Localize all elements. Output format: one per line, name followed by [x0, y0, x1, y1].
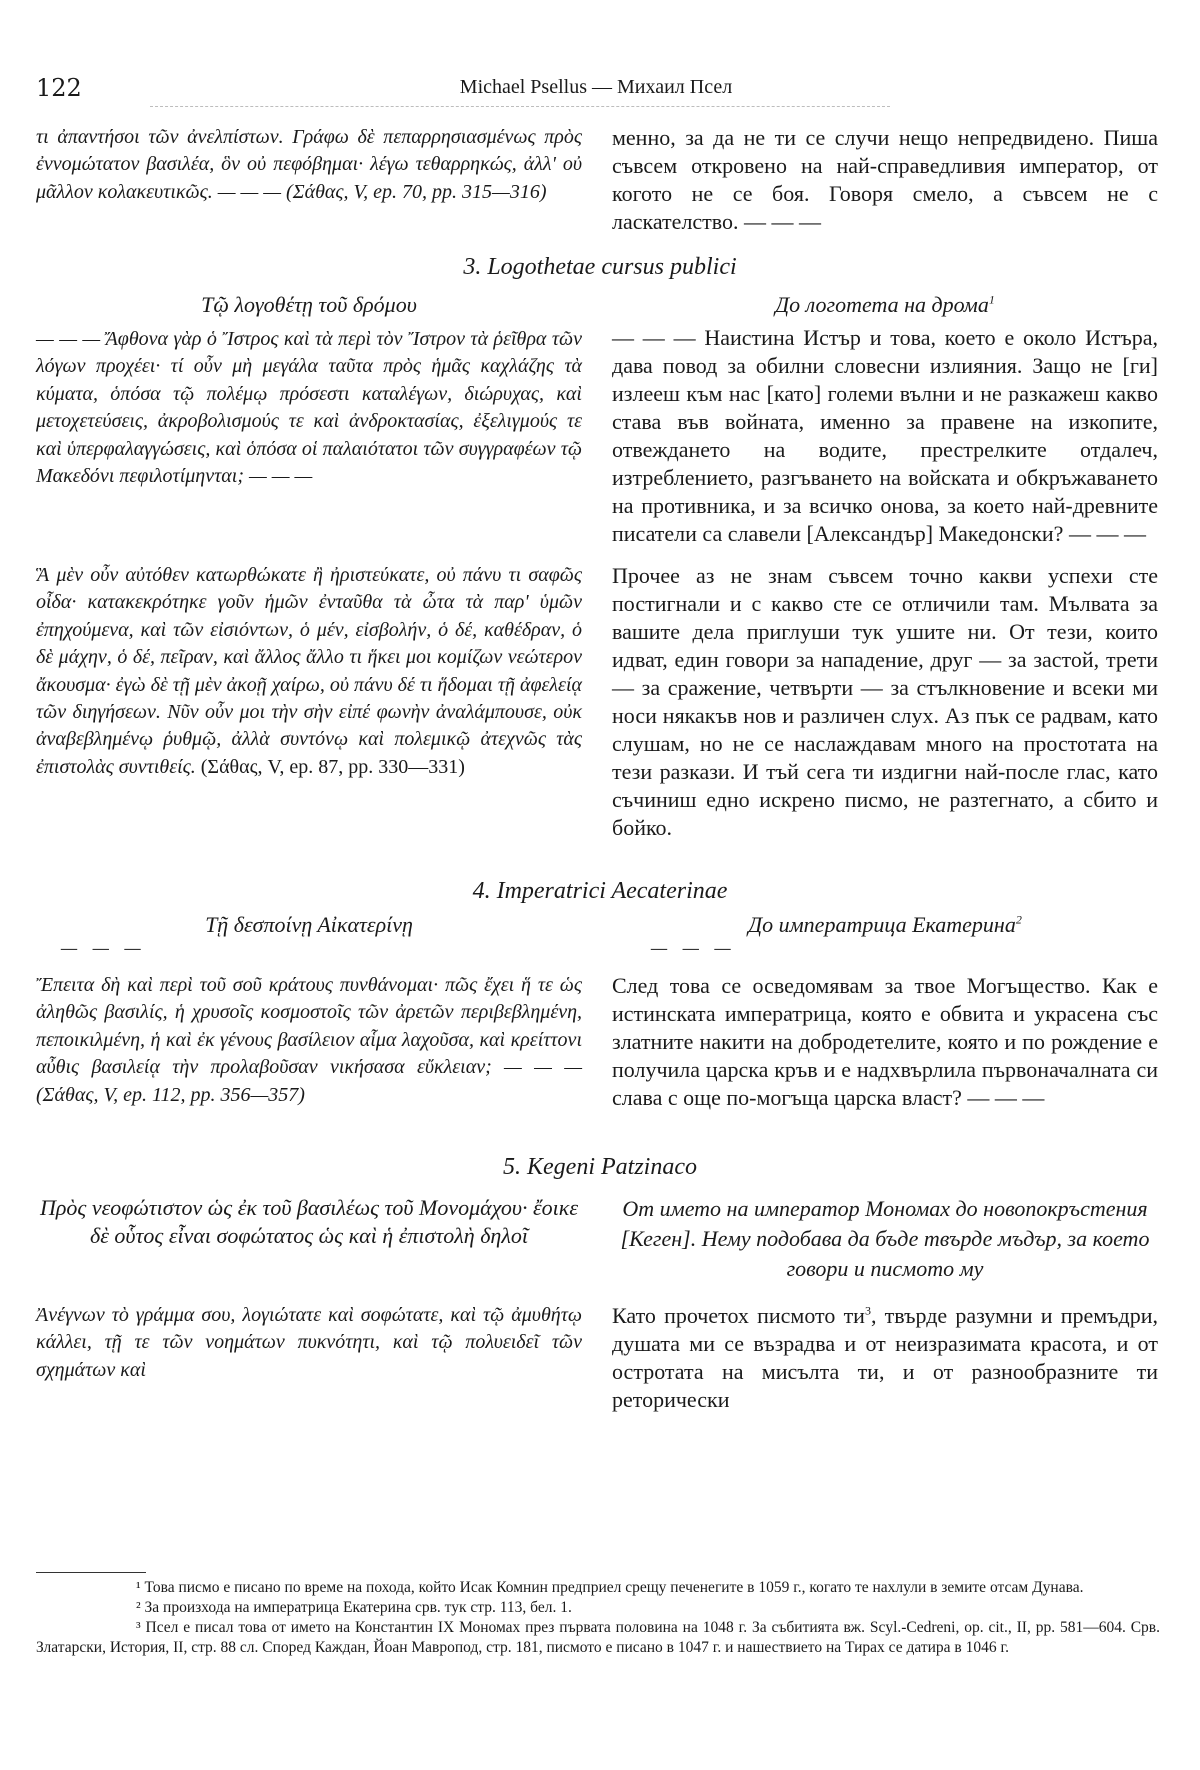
footnote-ref-3: 3	[864, 1303, 871, 1318]
footnote-1: ¹ Това писмо е писано по време на похода, който Исак Комнин предприел срещу печенегите в 1059 г., когато те нахлули в земите отсам Дунава.	[136, 1579, 1084, 1596]
footnote-ref-1: 1	[988, 292, 995, 307]
header-divider	[150, 106, 890, 107]
address-bulgarian-3	[612, 292, 1158, 318]
bulgarian-text-5-rest: , твърде разумни и премъдри, душата ми се възрадва и от неизразимата красота, и от остротата на мисълта ти, и от разнообразните ти реторически	[612, 1303, 1159, 1412]
bulgarian-text-3a: — — — Наистина Истър и това, което е около Истъра, дава повод за обилни словесни излияния. Защо не [ги] излееш към нас [като] големи вълни и не разкажеш какво става във войната, именно за правене на изкопите, отвеждането на водите, престрелките отдалеч, изтреблението, разгъването на войската и обкръжаването на противника, и за всичко онова, за което най-древните писатели са славели [Александър] Македонски? — — —	[612, 325, 1158, 546]
greek-text-5: Ἀνέγνων τὸ γράμμα σου, λογιώτατε καὶ σοφώτατε, καὶ τῷ ἀμυθήτῳ κάλλει, τῇ τε τῶν νοημάτων πυκνότητι, καὶ τῷ πολυειδεῖ τῶν σχημάτων καὶ	[36, 1304, 582, 1381]
section-heading-3: 3. Logothetae cursus publici	[463, 254, 737, 280]
greek-text-3a: — — — Ἄφθονα γὰρ ὁ Ἴστρος καὶ τὰ περὶ τὸν Ἴστρον τὰ ῥεῖθρα τῶν λόγων προχέει· τί οὖν μὴ μεγάλα ταῦτα πρὸς ἡμᾶς καχλάζης τὰ κύματα, ὁπόσα τῷ πολέμῳ πρόσεστι καταλέγων, διώρυχας, καὶ μετοχετεύσεις, ἀκροβολισμούς τε καὶ ἀνδροκτασίας, ἐξελιγμούς τε καὶ ὑπερφαλαγγώσεις, καὶ ὁπόσα οἱ παλαιότατοι τῶν συγγραφέων τῷ Μακεδόνι πεφιλοτίμηνται; — — —	[36, 328, 582, 488]
greek-text-3b-body: Ἃ μὲν οὖν αὐτόθεν κατωρθώκατε ἢ ἠριστεύκατε, οὐ πάνυ τι σαφῶς οἶδα· κατακεκρότηκε γοῦν ἡμῶν ἐνταῦθα τὰ ὦτα τὰ παρ' ὑμῶν ἐπηχούμενα, καὶ τῶν εἰσιόντων, ὁ μέν, εἰσβολήν, ὁ δέ, καθέδραν, ὁ δὲ μάχην, ὁ δέ, πεῖραν, καὶ ἄλλος ἄλλο τι ἥκει μοι κομίζων νεώτερον ἄκουσμα· ἐγὼ δὲ τῇ μὲν ἀκοῇ χαίρω, οὐ πάνυ δέ τι ἥδομαι τῇ ἀφελείᾳ τῶν διηγήσεων. Νῦν οὖν μοι τὴν σὴν εἰπέ φωνὴν ἀναλάμπουσε, οὐκ ἀναβεβλημένῳ ῥυθμῷ, ἀλλὰ συντόνῳ καὶ πολεμικῷ ἀτεχνῶς τὰς ἐπιστολὰς συντιθείς.	[36, 564, 582, 778]
address-greek-3: Τῷ λογοθέτῃ τοῦ δρόμου	[201, 292, 417, 317]
address-bulgarian-4	[612, 912, 1158, 938]
address-greek-4: Τῇ δεσποίνῃ Αἰκατερίνῃ	[205, 912, 413, 937]
footnote-3: ³ Псел е писал това от името на Константин IX Мономах през първата половина на 1048 г. За събитията вж. Scyl.-Cedreni, op. cit., II, pp. 581—604. Срв. Златарски, История, II, стр. 88 сл. Според Каждан, Йоан Мавропод, стр. 181, писмото е писано в 1047 г. и нашествието на Тирах се датира в 1046 г.	[36, 1619, 1160, 1656]
section-heading-5: 5. Kegeni Patzinaco	[503, 1154, 697, 1180]
footnotes	[36, 1578, 1160, 1658]
address-greek-5: Πρὸς νεοφώτιστον ὡς ἐκ τοῦ βασιλέως τοῦ Μονομάχου· ἔοικε δὲ οὗτος εἶναι σοφώτατος ὡς καὶ ἡ ἐπιστολὴ δηλοῖ	[39, 1195, 579, 1248]
running-title: Michael Psellus — Михаил Псел	[459, 76, 733, 98]
greek-text-4: Ἔπειτα δὴ καὶ περὶ τοῦ σοῦ κράτους πυνθάνομαι· πῶς ἔχει ἥ τε ὡς ἀληθῶς βασιλίς, ἡ χρυσοῖς κοσμοστοῖς τῶν ἀρετῶν περιβεβλημένη, πεποικιλμένη, ἡ καὶ ἐκ γένους βασίλειον αἷμα λαχοῦσα, καὶ κρείττονι αὖθις βασιλείᾳ τὴν προλαβοῦσαν νικήσασα εὔκλειαν; — — — (Σάθας, V, ep. 112, pp. 356—357)	[36, 974, 582, 1106]
footnote-divider	[36, 1572, 146, 1573]
page-header	[36, 74, 1156, 108]
greek-text-3b	[36, 562, 582, 781]
address-bulgarian-4-text: До императрица Екатерина	[748, 912, 1016, 937]
footnote-ref-2: 2	[1015, 912, 1022, 927]
bulgarian-text-5	[612, 1302, 1158, 1414]
intro-bulgarian: менно, за да не ти се случи нещо непредвидено. Пиша съвсем откровено на най-справедливия император, от когото не се боя. Говоря смело, а съвсем не с ласкателство. — — —	[612, 125, 1158, 234]
address-bulgarian-3-text: До логотета на дрома	[775, 292, 989, 317]
bulgarian-text-3b: Прочее аз не знам съвсем точно какви успехи сте постигнали и с какво сте се отличили там. Мълвата за вашите дела приглуши тук ушите ни. От тези, които идват, един говори за нападение, друг — за застой, трети — за сражение, четвърти — за стълкновение и всеки ми носи някакъв нов и различен слух. Аз пък се радвам, като слушам, но не се наслаждавам много на простотата на тези разкази. И тъй сега ти издигни най-после глас, като съчиниш едно искрено писмо, не разтегнато, а сбито и бойко.	[612, 563, 1158, 840]
bulgarian-text-5-body: Като прочетох писмото ти	[612, 1303, 865, 1328]
address-bulgarian-5: От името на император Мономах до новопокръстения [Кеген]. Нему подобава да бъде твърде мъдър, за което говори и писмото му	[620, 1196, 1150, 1281]
intro-greek: τι ἀπαντήσοι τῶν ἀνελπίστων. Γράφω δὲ πεπαρρησιασμένως πρὸς ἐννομώτατον βασιλέα, ὃν οὐ πεφόβημαι· λέγω τεθαρρηκώς, ἀλλ' οὐ μᾶλλον κολακευτικῶς. — — — (Σάθας, V, ep. 70, pp. 315—316)	[36, 126, 582, 203]
footnote-2: ² За произхода на императрица Екатерина срв. тук стр. 113, бел. 1.	[136, 1599, 572, 1616]
bulgarian-text-4: След това се осведомявам за твое Могъщество. Как е истинската императрица, която е обвита и украсена със златните накити на добродетелите, която и по рождение е получила царска кръв и е надхвърлила първоначалната си слава с още по-могъща царска власт? — — —	[612, 973, 1158, 1110]
page-number: 122	[36, 74, 82, 102]
dashes-bulgarian-4: — — —	[650, 938, 736, 959]
section-heading-4: 4. Imperatrici Aecaterinae	[472, 878, 728, 904]
dashes-greek-4: — — —	[60, 938, 146, 959]
citation-3b: (Σάθας, V, ep. 87, pp. 330—331)	[200, 755, 465, 778]
